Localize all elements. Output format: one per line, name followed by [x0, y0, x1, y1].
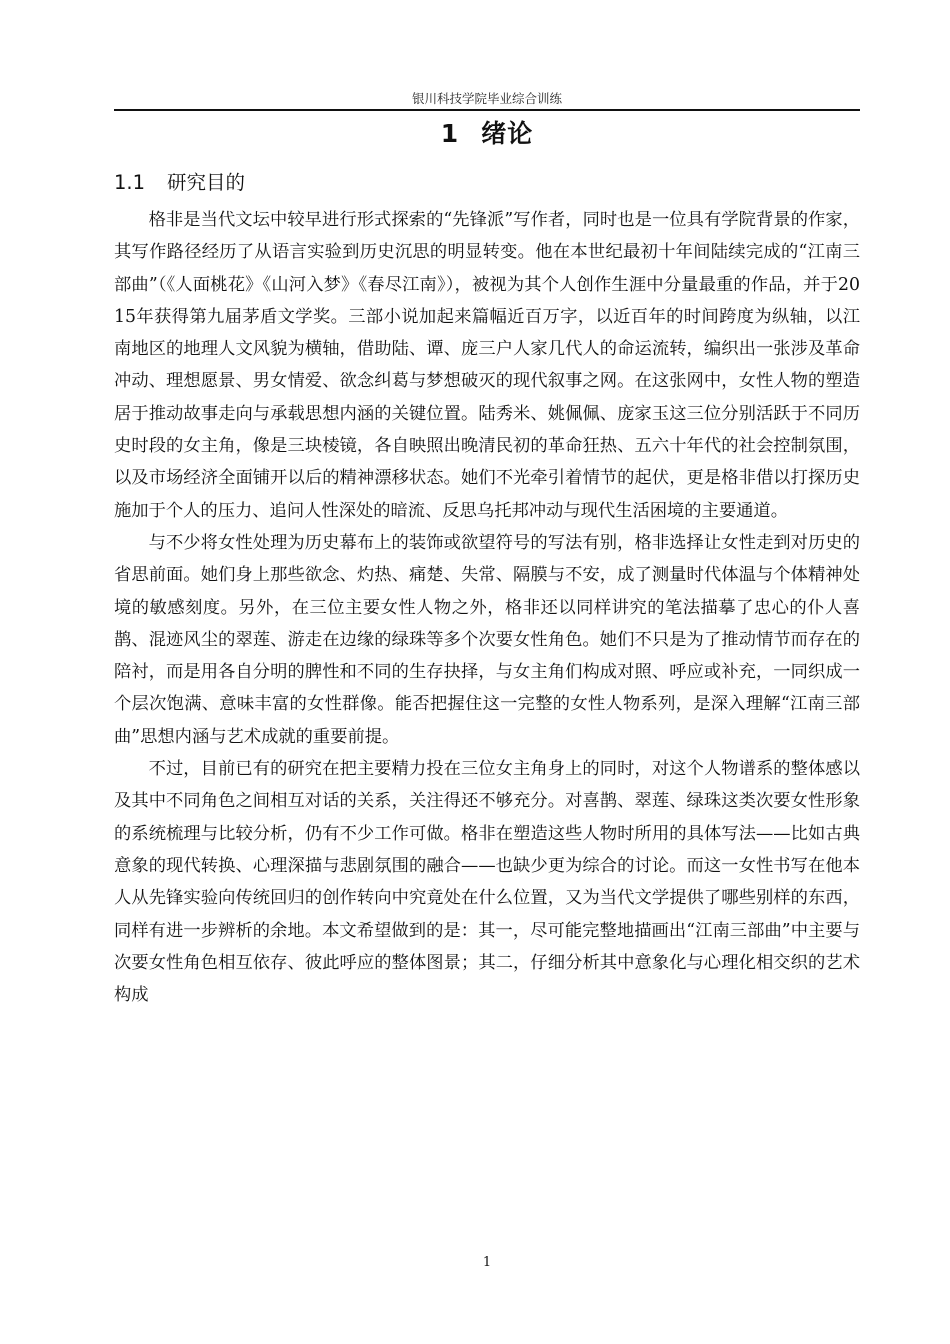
chapter-number: 1	[440, 119, 460, 148]
chapter-title-text: 绪论	[481, 119, 534, 148]
paragraph-3: 不过，目前已有的研究在把主要精力投在三位女主角身上的同时，对这个人物谱系的整体感以及其中不同角色之间相互对话的关系，关注得还不够充分。对喜鹊、翠莲、绿珠这类次要女性形象的系统梳理与比较分析，仍有不少工作可做。格非在塑造这些人物时所用的具体写法——比如古典意象的现代转换、心理深描与悲剧氛围的融合——也缺少更为综合的讨论。而这一女性书写在他本人从先锋实验向传统回归的创作转向中究竟处在什么位置，又为当代文学提供了哪些别样的东西，同样有进一步辨析的余地。本文希望做到的是：其一，尽可能完整地描画出“江南三部曲”中主要与次要女性角色相互依存、彼此呼应的整体图景；其二，仔细分析其中意象化与心理化相交织的艺术构成	[114, 759, 860, 1006]
section-title-text: 研究目的	[167, 171, 246, 194]
page-header	[114, 88, 860, 111]
paragraph-2: 与不少将女性处理为历史幕布上的装饰或欲望符号的写法有别，格非选择让女性走到对历史的省思前面。她们身上那些欲念、灼热、痛楚、失常、隔膜与不安，成了测量时代体温与个体精神处境的敏感刻度。另外，在三位主要女性人物之外，格非还以同样讲究的笔法描摹了忠心的仆人喜鹊、混迹风尘的翠莲、游走在边缘的绿珠等多个次要女性角色。她们不只是为了推动情节而存在的陪衬，而是用各自分明的脾性和不同的生存抉择，与女主角们构成对照、呼应或补充，一同织成一个层次饱满、意味丰富的女性群像。能否把握住这一完整的女性人物系列，是深入理解“江南三部曲”思想内涵与艺术成就的重要前提。	[114, 532, 860, 747]
body-text	[114, 204, 860, 1011]
section-number: 1.1	[114, 171, 146, 194]
page-number: 1	[482, 1255, 492, 1270]
section-heading	[114, 168, 860, 198]
paragraph-1: 格非是当代文坛中较早进行形式探索的“先锋派”写作者，同时也是一位具有学院背景的作家，其写作路径经历了从语言实验到历史沉思的明显转变。他在本世纪最初十年间陆续完成的“江南三部曲”（《人面桃花》《山河入梦》《春尽江南》），被视为其个人创作生涯中分量最重的作品，并于2015年获得第九届茅盾文学奖。三部小说加起来篇幅近百万字，以近百年的时间跨度为纵轴，以江南地区的地理人文风貌为横轴，借助陆、谭、庞三户人家几代人的命运流转，编织出一张涉及革命冲动、理想愿景、男女情爱、欲念纠葛与梦想破灭的现代叙事之网。在这张网中，女性人物的塑造居于推动故事走向与承载思想内涵的关键位置。陆秀米、姚佩佩、庞家玉这三位分别活跃于不同历史时段的女主角，像是三块棱镜，各自映照出晚清民初的革命狂热、五六十年代的社会控制氛围，以及市场经济全面铺开以后的精神漂移状态。她们不光牵引着情节的起伏，更是格非借以打探历史施加于个人的压力、追问人性深处的暗流、反思乌托邦冲动与现代生活困境的主要通道。	[114, 210, 860, 521]
chapter-title	[114, 116, 860, 152]
header-text: 银川科技学院毕业综合训练	[411, 91, 562, 106]
